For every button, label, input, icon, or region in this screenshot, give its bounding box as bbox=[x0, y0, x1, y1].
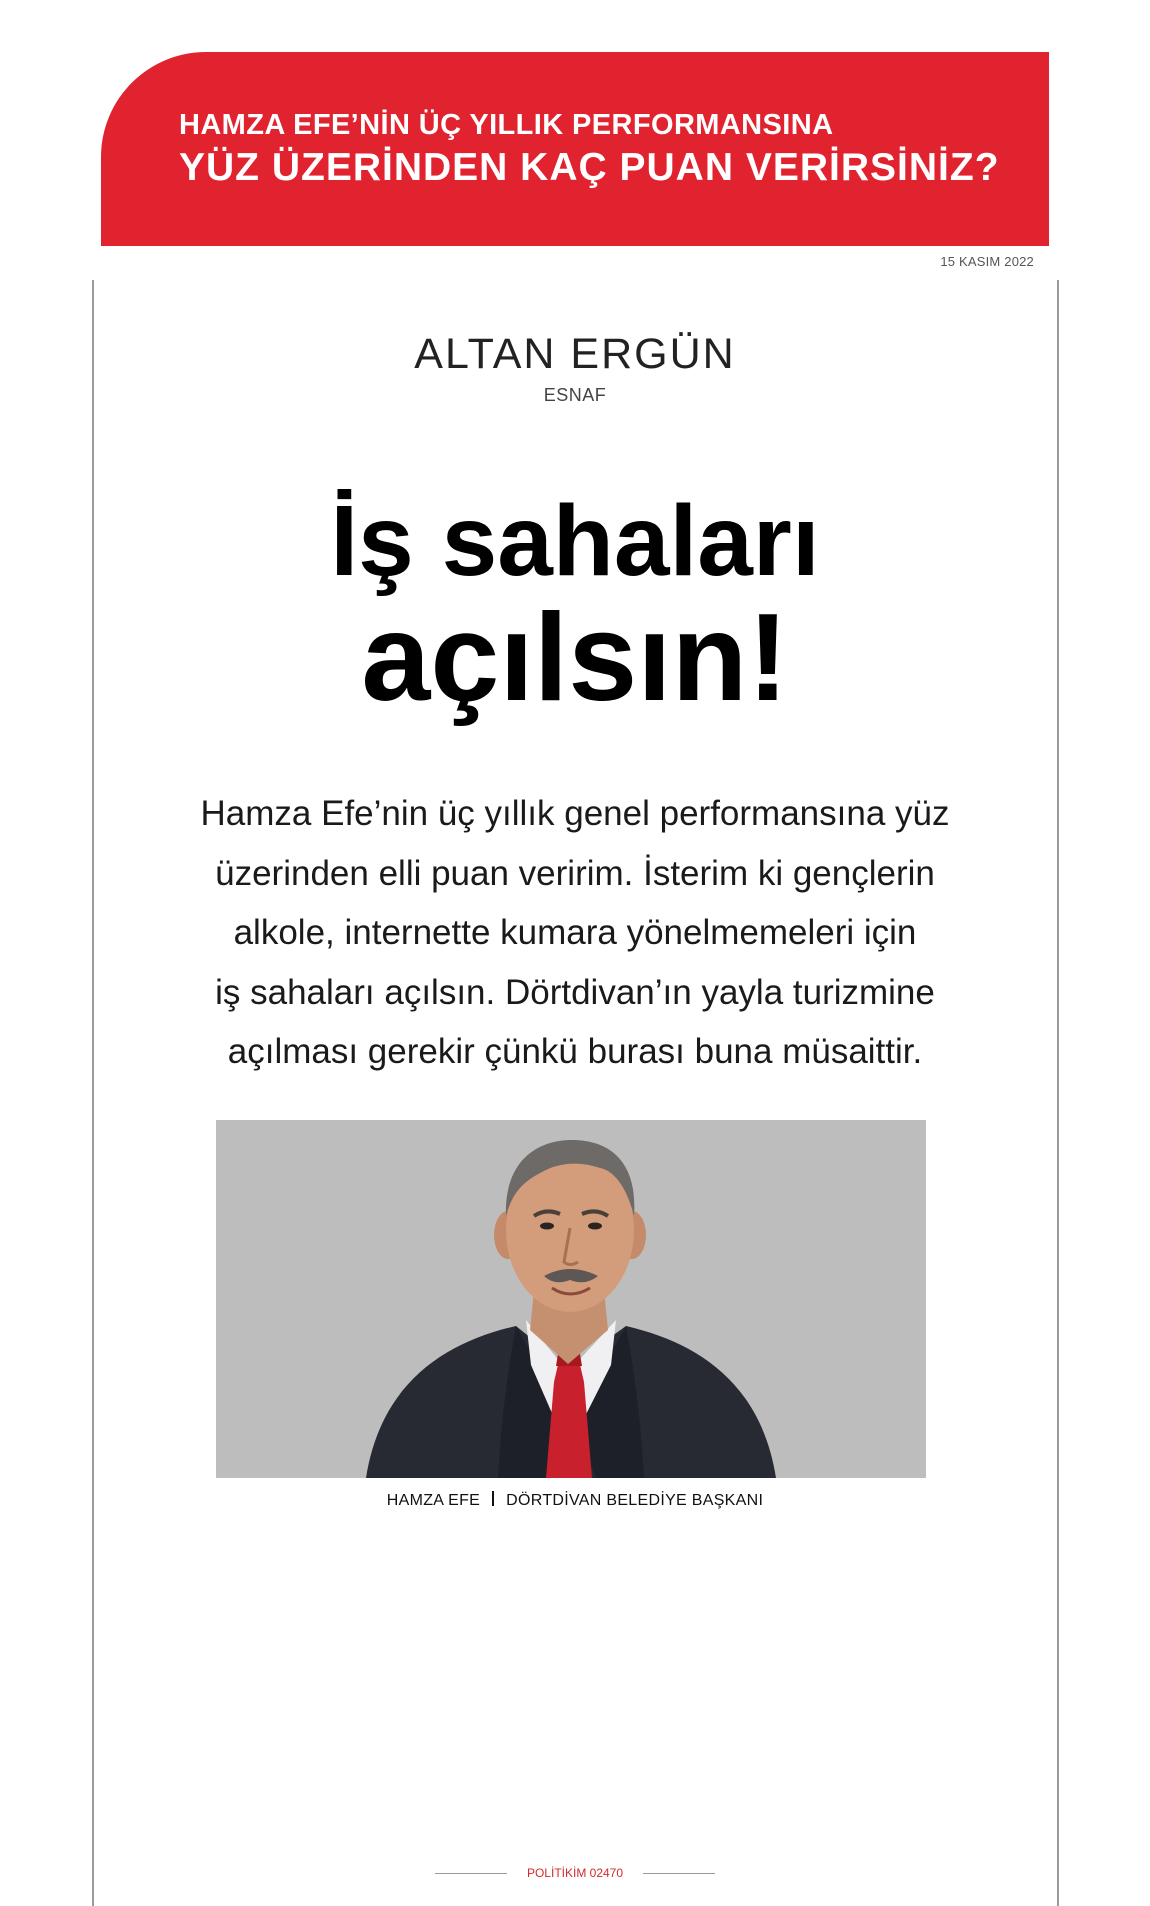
headline bbox=[0, 485, 1150, 727]
publish-date: 15 KASIM 2022 bbox=[940, 254, 1034, 269]
author-name: ALTAN ERGÜN bbox=[414, 330, 736, 378]
header-banner bbox=[101, 52, 1049, 246]
quote-line: açılması gerekir çünkü burası buna müsaittir. bbox=[227, 1032, 923, 1071]
quote-line: alkole, internette kumara yönelmemeleri için bbox=[233, 913, 917, 952]
headline-line-2: açılsın! bbox=[361, 589, 789, 727]
portrait-illustration bbox=[216, 1120, 926, 1478]
footer-rule-left bbox=[435, 1873, 507, 1874]
banner-question-line-2: YÜZ ÜZERİNDEN KAÇ PUAN VERİRSİNİZ? bbox=[179, 146, 1000, 189]
caption-title: DÖRTDİVAN BELEDİYE BAŞKANI bbox=[506, 1492, 764, 1509]
photo-caption bbox=[0, 1491, 1150, 1510]
quote-line: Hamza Efe’nin üç yıllık genel performansına yüz bbox=[200, 794, 950, 833]
headline-line-1: İş sahaları bbox=[330, 485, 820, 597]
caption-name: HAMZA EFE bbox=[386, 1492, 481, 1509]
banner-question-line-1: HAMZA EFE’NİN ÜÇ YILLIK PERFORMANSINA bbox=[179, 109, 834, 141]
quote-line: üzerinden elli puan veririm. İsterim ki gençlerin bbox=[215, 853, 935, 893]
caption-separator bbox=[492, 1491, 494, 1506]
quote-line: iş sahaları açılsın. Dörtdivan’ın yayla turizmine bbox=[215, 972, 935, 1012]
portrait-photo bbox=[216, 1120, 926, 1478]
author-role: ESNAF bbox=[543, 385, 607, 405]
footer-rule-right bbox=[643, 1873, 715, 1874]
quote-body bbox=[190, 784, 960, 1082]
page-footer bbox=[0, 1866, 1150, 1880]
author-block bbox=[0, 330, 1150, 406]
footer-label: POLİTİKİM 02470 bbox=[526, 1866, 624, 1880]
